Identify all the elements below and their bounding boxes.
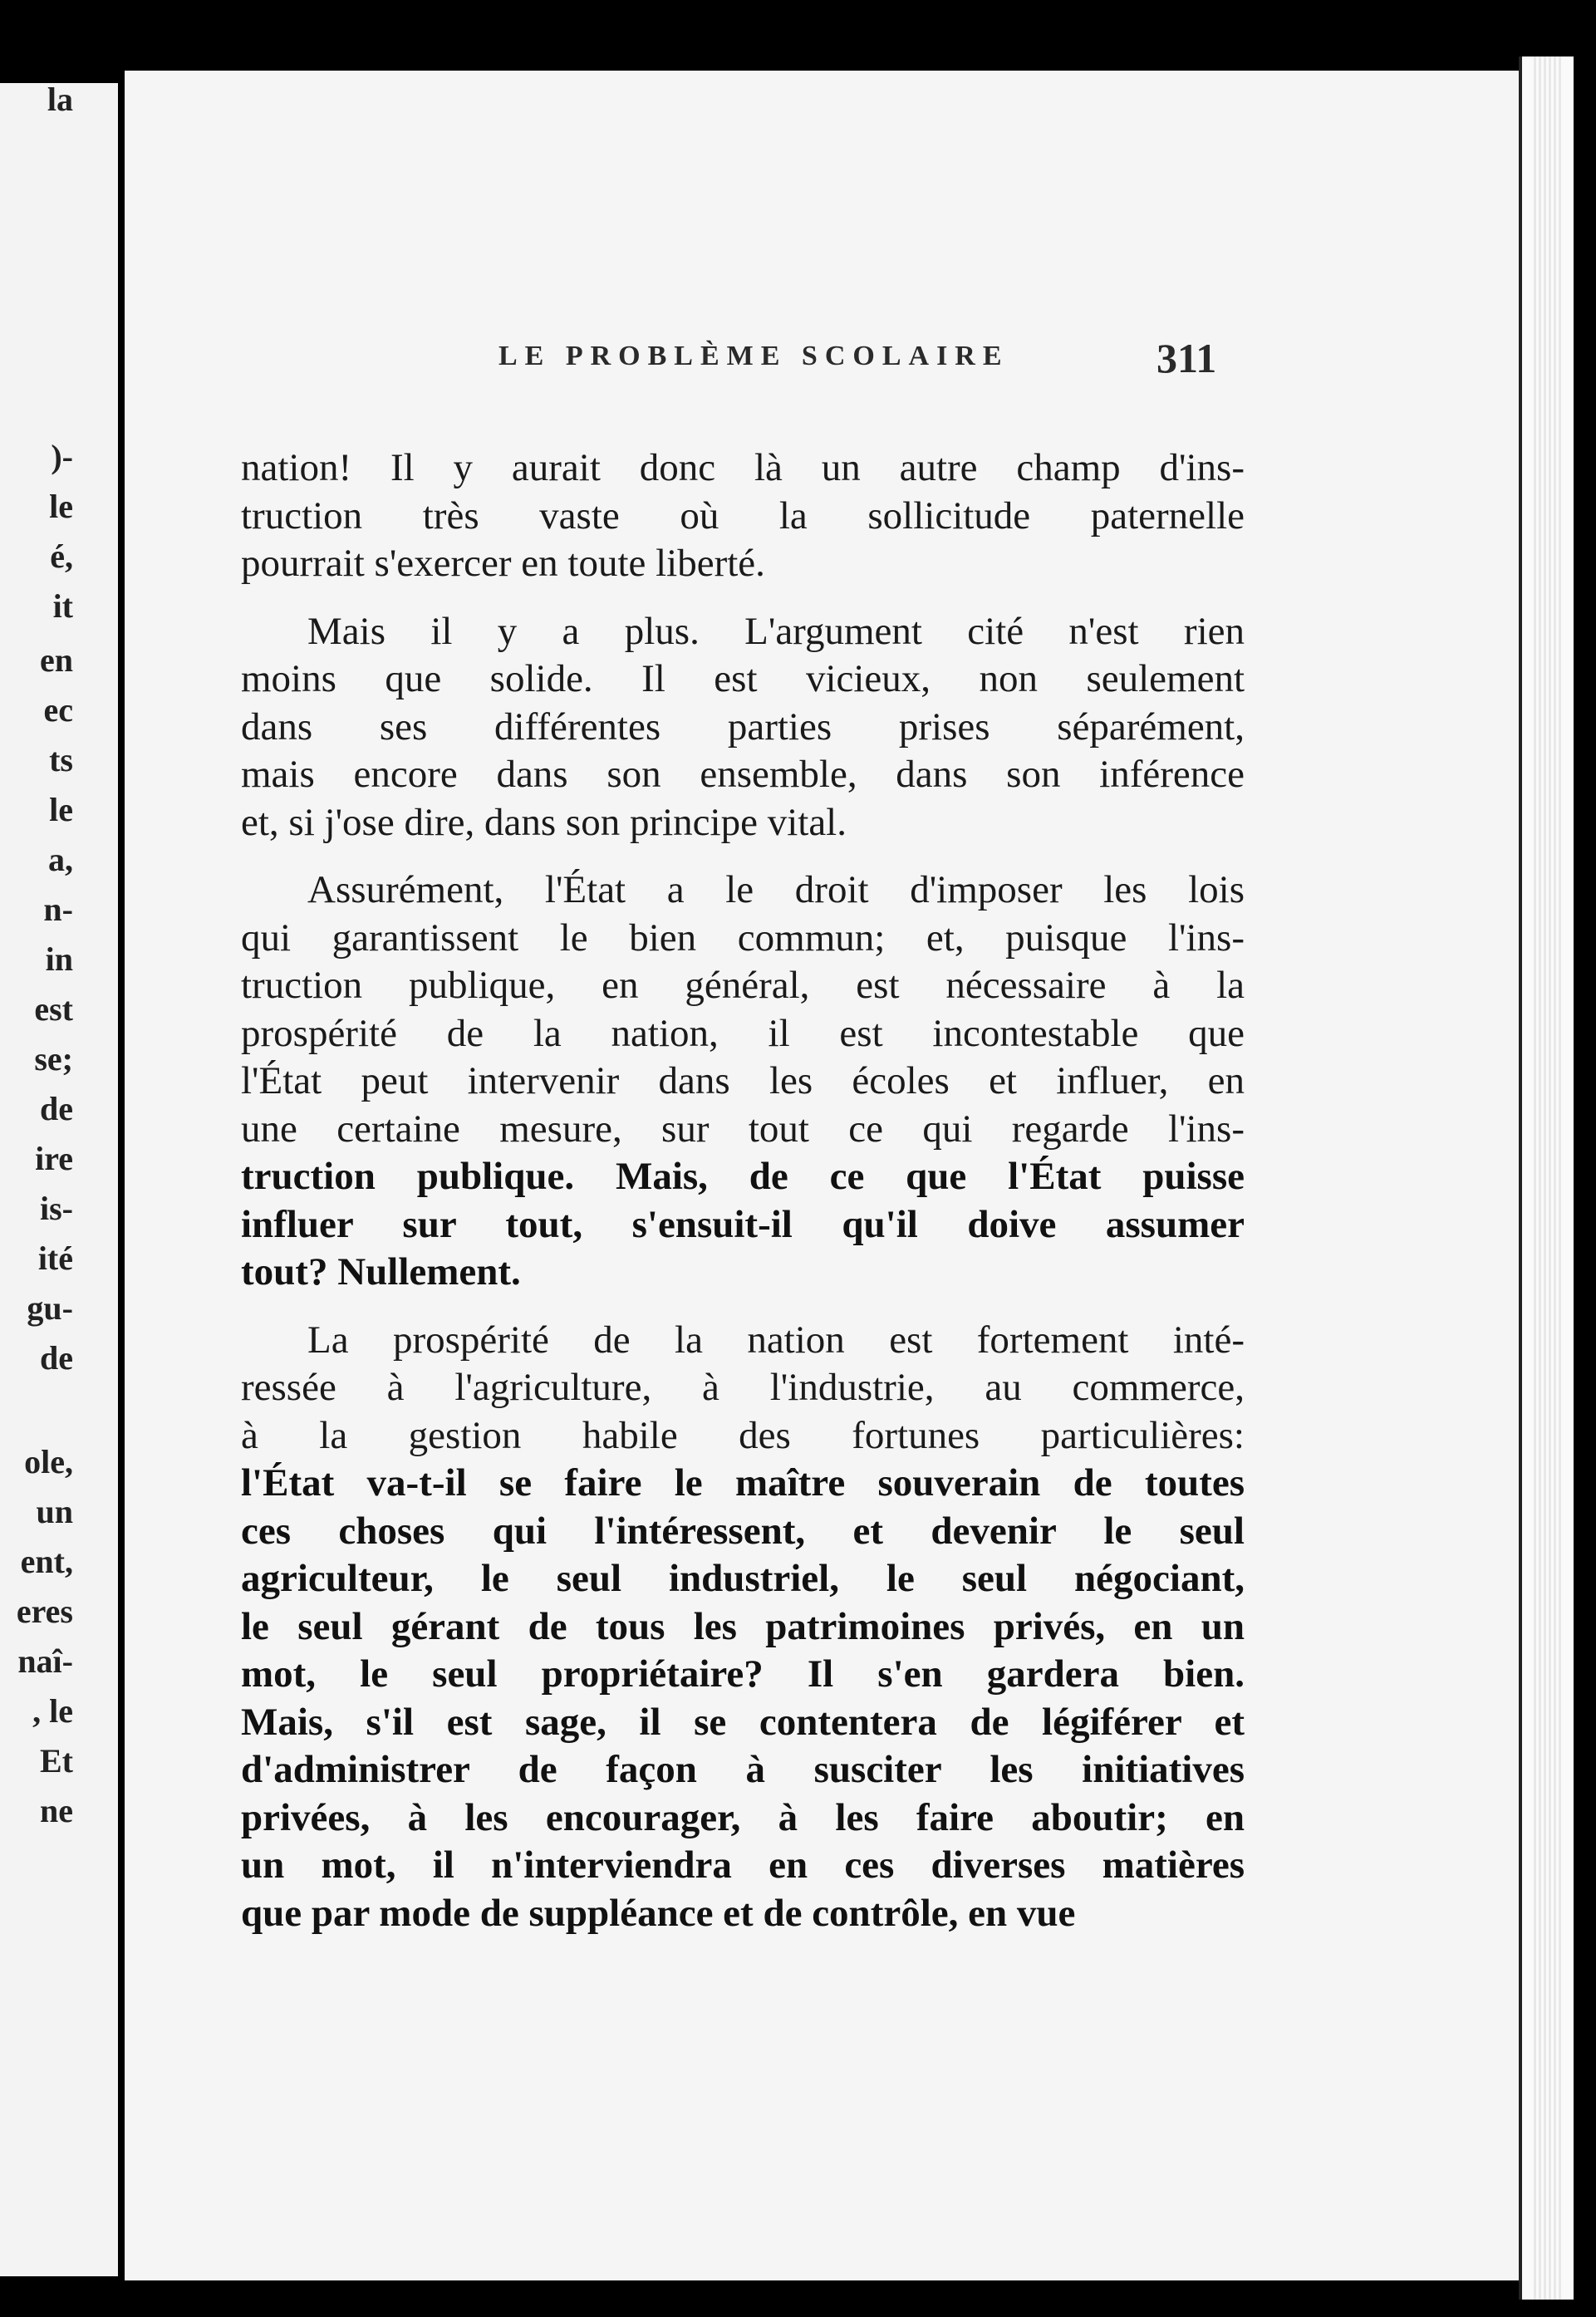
- previous-page-fragment: ts: [49, 741, 73, 778]
- previous-page-fragment: de: [40, 1090, 73, 1127]
- previous-page-fragment: )-: [51, 438, 73, 475]
- text-line: dans ses différentes parties prises séparément,: [241, 704, 1245, 749]
- previous-page-fragment: la: [47, 83, 73, 118]
- text-line: ces choses qui l'intéressent, et devenir le seul: [241, 1509, 1245, 1553]
- text-line: Assurément, l'État a le droit d'imposer les lois: [307, 868, 1245, 911]
- text-line: l'État peut intervenir dans les écoles et influer, en: [241, 1059, 1245, 1102]
- paragraph-gap: [241, 588, 1245, 608]
- previous-page-fragment: eres: [16, 1593, 73, 1630]
- text-line: moins que solide. Il est vicieux, non seulement: [241, 657, 1245, 700]
- previous-page-fragment: is-: [40, 1190, 73, 1227]
- previous-page-fragment: ire: [35, 1140, 73, 1177]
- paragraph-gap: [241, 1297, 1245, 1317]
- text-line: prospérité de la nation, il est incontestable que: [241, 1011, 1245, 1055]
- text-line: qui garantissent le bien commun; et, puisque l'ins-: [241, 916, 1245, 960]
- text-line: ressée à l'agriculture, à l'industrie, au commerce,: [241, 1366, 1245, 1409]
- text-line: et, si j'ose dire, dans son principe vital.: [241, 800, 847, 844]
- previous-page-fragment: gu-: [27, 1289, 73, 1327]
- text-line: Mais, s'il est sage, il se contentera de légiférer et: [241, 1700, 1245, 1744]
- text-line: privées, à les encourager, à les faire aboutir; en: [241, 1795, 1245, 1839]
- previous-page-fragment: in: [45, 940, 73, 978]
- previous-page-fragment: le: [49, 791, 73, 828]
- running-head: LE PROBLÈME SCOLAIRE: [498, 341, 1009, 371]
- previous-page-fragment: est: [34, 990, 73, 1028]
- page-stack-edge: [1519, 56, 1574, 2300]
- previous-page-edge: [0, 83, 118, 2276]
- text-line: truction très vaste où la sollicitude paternelle: [241, 493, 1245, 538]
- previous-page-fragment: ité: [37, 1239, 73, 1277]
- previous-page-fragment: Et: [40, 1742, 73, 1779]
- previous-page-fragment: se;: [34, 1040, 73, 1078]
- previous-page-fragment: n-: [43, 891, 73, 928]
- previous-page-fragment: é,: [50, 538, 73, 575]
- text-line: Mais il y a plus. L'argument cité n'est rien: [307, 609, 1245, 653]
- previous-page-fragment: ole,: [24, 1443, 73, 1480]
- paragraph-gap: [241, 847, 1245, 866]
- text-line: truction publique, en général, est nécessaire à la: [241, 964, 1245, 1007]
- page-number: 311: [1156, 335, 1217, 381]
- text-line: que par mode de suppléance et de contrôle, en vue: [241, 1891, 1076, 1935]
- previous-page-fragment: , le: [32, 1692, 73, 1730]
- text-line: mais encore dans son ensemble, dans son inférence: [241, 753, 1245, 796]
- previous-page-fragment: it: [52, 587, 73, 625]
- text-line: un mot, il n'interviendra en ces diverses matières: [241, 1843, 1245, 1887]
- previous-page-fragment: le: [49, 488, 73, 525]
- previous-page-fragment: ent,: [20, 1543, 73, 1580]
- previous-page-fragment: en: [40, 641, 73, 679]
- previous-page-fragment: ec: [43, 691, 73, 729]
- previous-page-fragment: de: [40, 1339, 73, 1377]
- text-line: influer sur tout, s'ensuit-il qu'il doive assumer: [241, 1202, 1245, 1246]
- text-line: le seul gérant de tous les patrimoines privés, en un: [241, 1604, 1245, 1648]
- body-text: [241, 444, 1245, 1937]
- text-line: une certaine mesure, sur tout ce qui regarde l'ins-: [241, 1107, 1245, 1151]
- text-line: nation! Il y aurait donc là un autre champ d'ins-: [241, 446, 1245, 489]
- text-line: mot, le seul propriétaire? Il s'en gardera bien.: [241, 1652, 1245, 1696]
- text-line: l'État va-t-il se faire le maître souverain de toutes: [241, 1461, 1245, 1505]
- text-line: à la gestion habile des fortunes particulières:: [241, 1413, 1245, 1457]
- text-line: agriculteur, le seul industriel, le seul négociant,: [241, 1557, 1245, 1600]
- previous-page-fragment: un: [36, 1493, 73, 1530]
- previous-page-fragment: ne: [40, 1792, 73, 1829]
- previous-page-fragment: a,: [48, 841, 73, 878]
- text-line: truction publique. Mais, de ce que l'État puisse: [241, 1155, 1245, 1198]
- text-line: pourrait s'exercer en toute liberté.: [241, 542, 765, 585]
- text-line: La prospérité de la nation est fortement inté-: [307, 1318, 1245, 1362]
- previous-page-fragment: naî-: [17, 1642, 73, 1680]
- text-line: d'administrer de façon à susciter les initiatives: [241, 1748, 1245, 1791]
- text-line: tout? Nullement.: [241, 1250, 521, 1293]
